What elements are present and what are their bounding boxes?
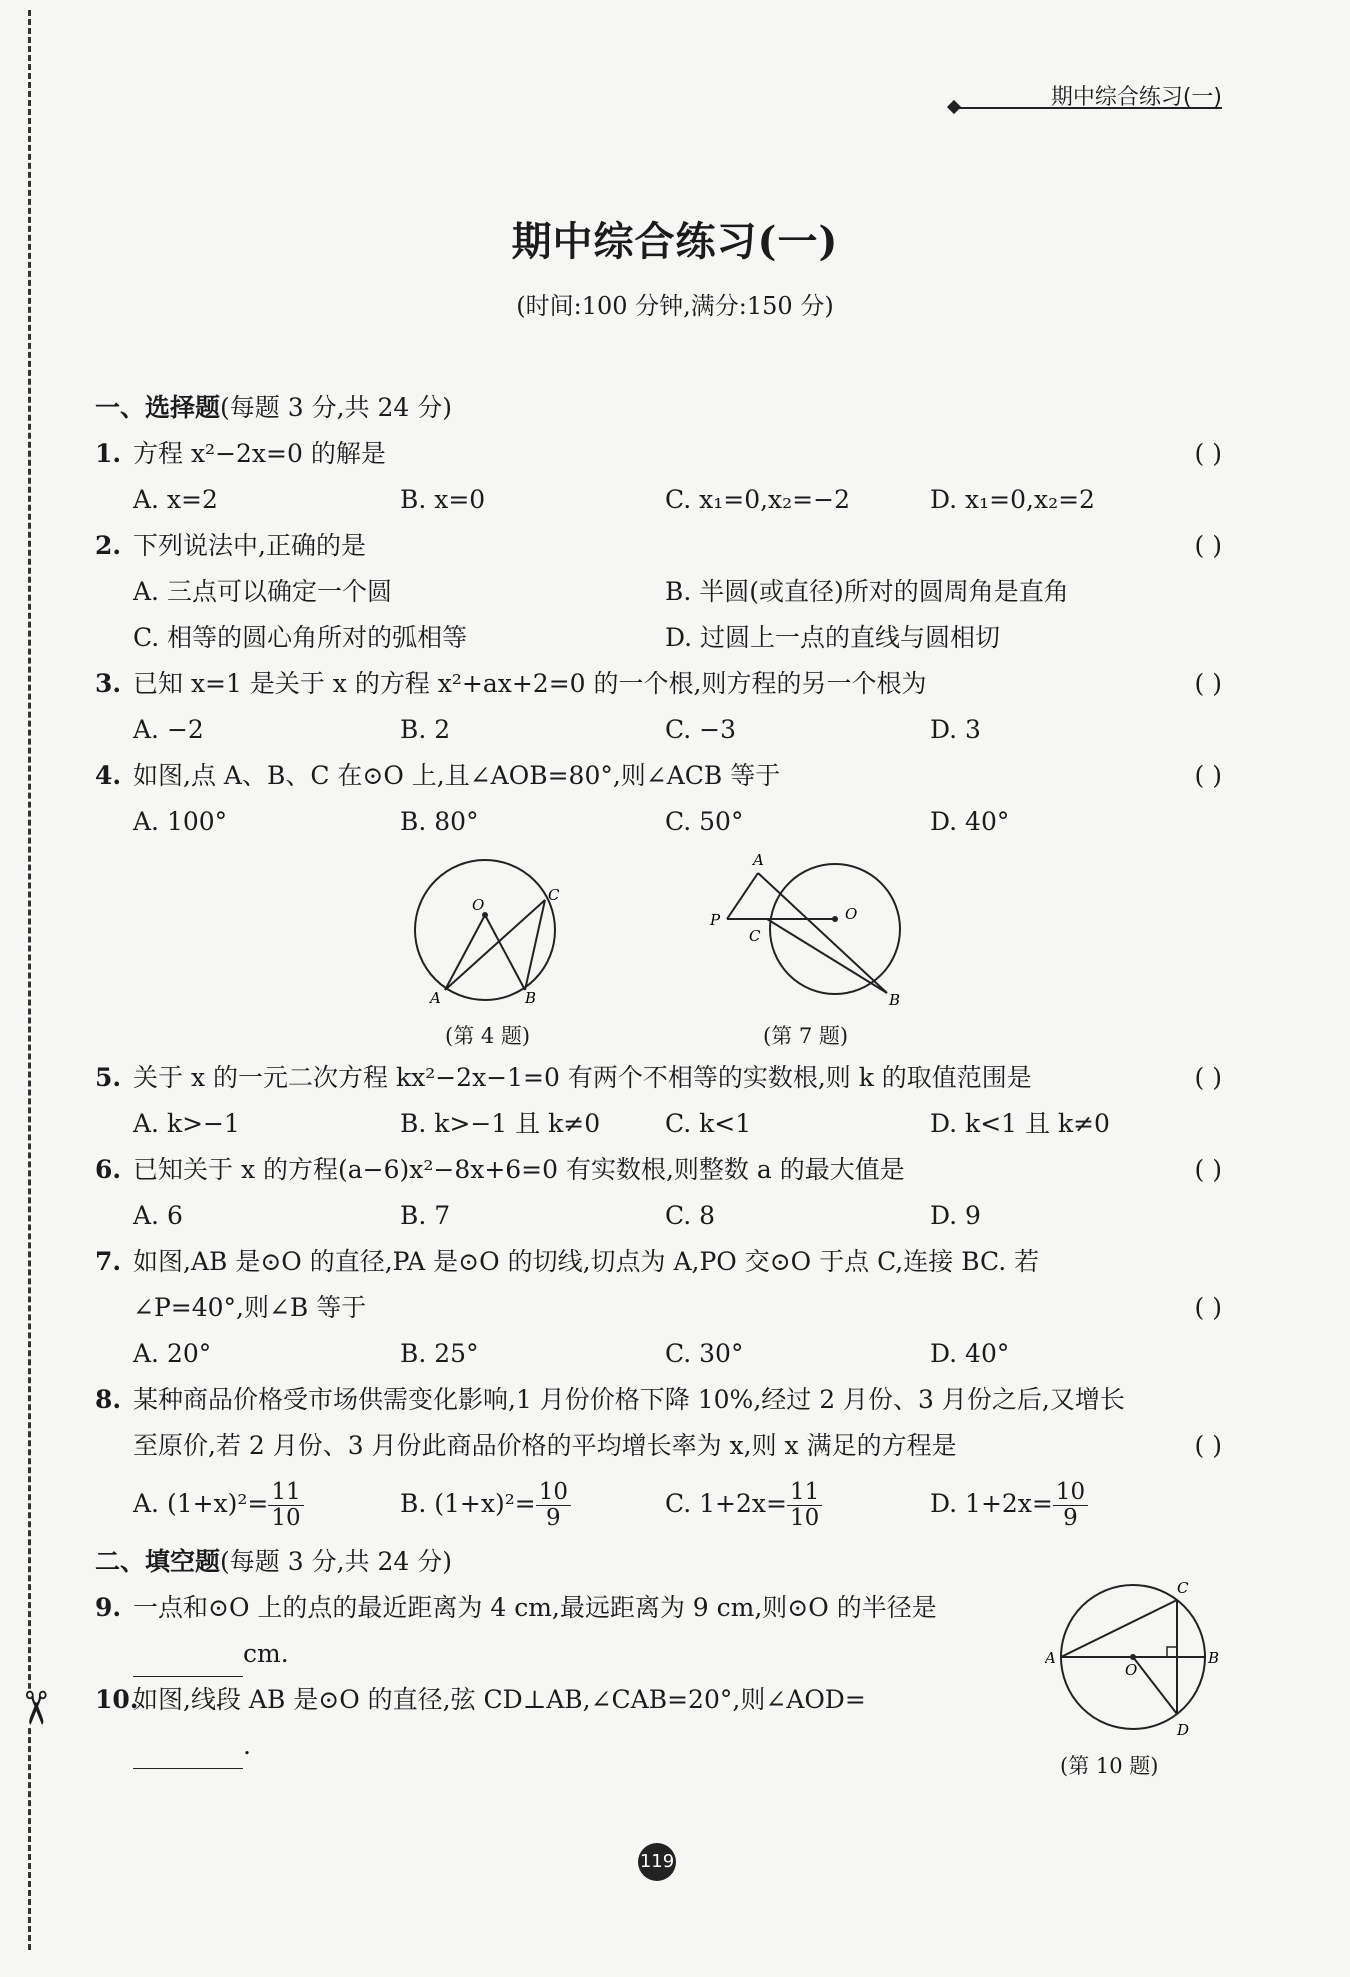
fraction <box>536 1480 571 1532</box>
figure-row <box>95 845 1222 1055</box>
question-text: 如图,点 A、B、C 在⊙O 上,且∠AOB=80°,则∠ACB 等于 <box>133 761 781 790</box>
option-c: C. 相等的圆心角所对的弧相等 <box>133 623 468 652</box>
denominator: 10 <box>789 1505 820 1531</box>
running-head: 期中综合练习(一) <box>1050 85 1222 110</box>
option-b: B. k>−1 且 k≠0 <box>400 1109 601 1138</box>
scissors-icon: ✂ <box>8 1688 63 1728</box>
section-title: 一、选择题 <box>95 393 221 422</box>
question-5 <box>95 1055 1222 1101</box>
option-a-text: A. (1+x)²= <box>133 1489 269 1518</box>
end-text: . <box>243 1731 251 1760</box>
question-6 <box>95 1147 1222 1193</box>
label-b: B <box>889 991 901 1007</box>
option-a: A. 三点可以确定一个圆 <box>133 577 392 606</box>
section-title: 二、填空题 <box>95 1547 221 1576</box>
question-1 <box>95 431 1222 477</box>
exercise-content <box>95 385 1222 1785</box>
option-c: C. −3 <box>665 715 736 744</box>
question-number: 10. <box>95 1685 139 1714</box>
question-4 <box>95 753 1222 799</box>
question-10 <box>95 1677 995 1723</box>
unit-text: cm. <box>243 1639 289 1668</box>
option-d: D. x₁=0,x₂=2 <box>930 485 1095 514</box>
option-c: C. 8 <box>665 1201 716 1230</box>
label-c: C <box>548 886 560 904</box>
question-text: 如图,AB 是⊙O 的直径,PA 是⊙O 的切线,切点为 A,PO 交⊙O 于点 C,连接 BC. 若 <box>133 1247 1040 1276</box>
option-b-text: B. (1+x)²= <box>400 1489 536 1518</box>
fraction <box>1053 1480 1088 1532</box>
label-o: O <box>1125 1661 1138 1679</box>
answer-paren: ( ) <box>1194 1063 1222 1092</box>
denominator: 9 <box>1063 1505 1078 1531</box>
figure-4 <box>400 855 570 1005</box>
figure-4-caption: (第 4 题) <box>445 1024 531 1048</box>
label-p: P <box>710 911 721 929</box>
question-text: ∠P=40°,则∠B 等于 <box>133 1293 367 1322</box>
question-number: 7. <box>95 1247 122 1276</box>
option-a: A. 100° <box>133 807 228 836</box>
answer-paren: ( ) <box>1194 439 1222 468</box>
answer-paren: ( ) <box>1194 1155 1222 1184</box>
running-head-rule <box>955 107 1222 109</box>
question-text: 下列说法中,正确的是 <box>133 531 366 560</box>
answer-blank[interactable] <box>133 1740 243 1769</box>
question-number: 9. <box>95 1593 122 1622</box>
denominator: 10 <box>271 1505 301 1531</box>
option-a: A. k>−1 <box>133 1109 240 1138</box>
option-d: D. 过圆上一点的直线与圆相切 <box>665 623 1001 652</box>
label-a: A <box>753 851 764 869</box>
option-d: D. 40° <box>930 1339 1010 1368</box>
numerator: 10 <box>1053 1480 1088 1506</box>
question-8-continued <box>95 1423 1222 1469</box>
question-7 <box>95 1239 1222 1285</box>
options-4 <box>95 799 1222 845</box>
question-text: 已知 x=1 是关于 x 的方程 x²+ax+2=0 的一个根,则方程的另一个根为 <box>133 669 927 698</box>
options-8 <box>95 1469 1222 1539</box>
answer-paren: ( ) <box>1194 761 1222 790</box>
page-title: 期中综合练习(一) <box>511 218 839 265</box>
label-d: D <box>1177 1721 1190 1739</box>
answer-paren: ( ) <box>1194 1293 1222 1322</box>
option-b: B. x=0 <box>400 485 486 514</box>
option-b <box>400 1469 571 1539</box>
question-7-continued <box>95 1285 1222 1331</box>
question-number: 1. <box>95 439 122 468</box>
question-text: 方程 x²−2x=0 的解是 <box>133 439 386 468</box>
label-o: O <box>845 905 858 923</box>
fraction <box>268 1480 303 1532</box>
options-5 <box>95 1101 1222 1147</box>
option-b: B. 80° <box>400 807 479 836</box>
diamond-icon <box>947 100 961 114</box>
question-number: 3. <box>95 669 122 698</box>
option-b: B. 7 <box>400 1201 451 1230</box>
section-note: (每题 3 分,共 24 分) <box>220 393 452 422</box>
options-3 <box>95 707 1222 753</box>
options-2-row1 <box>95 569 1222 615</box>
options-2-row2 <box>95 615 1222 661</box>
fill-block <box>95 1579 1222 1785</box>
numerator: 10 <box>536 1480 571 1506</box>
figure-10-caption: (第 10 题) <box>1060 1754 1159 1778</box>
question-number: 8. <box>95 1385 122 1414</box>
label-c: C <box>1177 1579 1189 1597</box>
option-d <box>930 1469 1088 1539</box>
option-a: A. 6 <box>133 1201 183 1230</box>
question-text: 某种商品价格受市场供需变化影响,1 月份价格下降 10%,经过 2 月份、3 月份之后,又增长 <box>133 1385 1125 1414</box>
option-b: B. 2 <box>400 715 451 744</box>
option-c: C. 50° <box>665 807 744 836</box>
question-9 <box>95 1585 995 1631</box>
question-text: 如图,线段 AB 是⊙O 的直径,弦 CD⊥AB,∠CAB=20°,则∠AOD= <box>133 1685 866 1714</box>
page-subtitle: (时间:100 分钟,满分:150 分) <box>516 292 834 320</box>
option-d-text: D. 1+2x= <box>930 1489 1053 1518</box>
label-b: B <box>1208 1649 1220 1667</box>
option-b: B. 半圆(或直径)所对的圆周角是直角 <box>665 577 1069 606</box>
options-6 <box>95 1193 1222 1239</box>
question-text: 关于 x 的一元二次方程 kx²−2x−1=0 有两个不相等的实数根,则 k 的取值范围是 <box>133 1063 1032 1092</box>
numerator: 11 <box>787 1480 822 1506</box>
answer-paren: ( ) <box>1194 531 1222 560</box>
option-d: D. 3 <box>930 715 981 744</box>
option-c: C. 30° <box>665 1339 744 1368</box>
question-2 <box>95 523 1222 569</box>
question-number: 6. <box>95 1155 122 1184</box>
label-c: C <box>749 927 761 945</box>
option-a: A. x=2 <box>133 485 218 514</box>
option-c-text: C. 1+2x= <box>665 1489 787 1518</box>
question-text: 已知关于 x 的方程(a−6)x²−8x+6=0 有实数根,则整数 a 的最大值是 <box>133 1155 905 1184</box>
options-1 <box>95 477 1222 523</box>
label-a: A <box>430 989 441 1005</box>
question-number: 2. <box>95 531 122 560</box>
option-b: B. 25° <box>400 1339 479 1368</box>
option-c: C. k<1 <box>665 1109 752 1138</box>
fraction <box>787 1480 822 1532</box>
question-text: 一点和⊙O 上的点的最近距离为 4 cm,最远距离为 9 cm,则⊙O 的半径是 <box>133 1593 937 1622</box>
label-a: A <box>1045 1649 1056 1667</box>
figure-10 <box>1045 1577 1225 1747</box>
answer-paren: ( ) <box>1194 1431 1222 1460</box>
figure-7-caption: (第 7 题) <box>763 1024 849 1048</box>
option-d: D. 9 <box>930 1201 981 1230</box>
page-number: 119 <box>638 1843 676 1881</box>
label-o: O <box>472 896 485 914</box>
option-c: C. x₁=0,x₂=−2 <box>665 485 850 514</box>
option-a: A. 20° <box>133 1339 212 1368</box>
question-number: 5. <box>95 1063 122 1092</box>
label-b: B <box>525 989 537 1005</box>
figure-7 <box>705 847 925 1007</box>
denominator: 9 <box>546 1505 561 1531</box>
question-3 <box>95 661 1222 707</box>
question-text: 至原价,若 2 月份、3 月份此商品价格的平均增长率为 x,则 x 满足的方程是 <box>133 1431 957 1460</box>
section-note: (每题 3 分,共 24 分) <box>220 1547 452 1576</box>
option-d: D. k<1 且 k≠0 <box>930 1109 1110 1138</box>
option-a: A. −2 <box>133 715 204 744</box>
options-7 <box>95 1331 1222 1377</box>
numerator: 11 <box>268 1480 303 1506</box>
question-8 <box>95 1377 1222 1423</box>
answer-blank[interactable] <box>133 1648 243 1677</box>
option-d: D. 40° <box>930 807 1010 836</box>
answer-paren: ( ) <box>1194 669 1222 698</box>
section-choice <box>95 385 1222 431</box>
option-a <box>133 1469 304 1539</box>
question-number: 4. <box>95 761 122 790</box>
option-c <box>665 1469 822 1539</box>
